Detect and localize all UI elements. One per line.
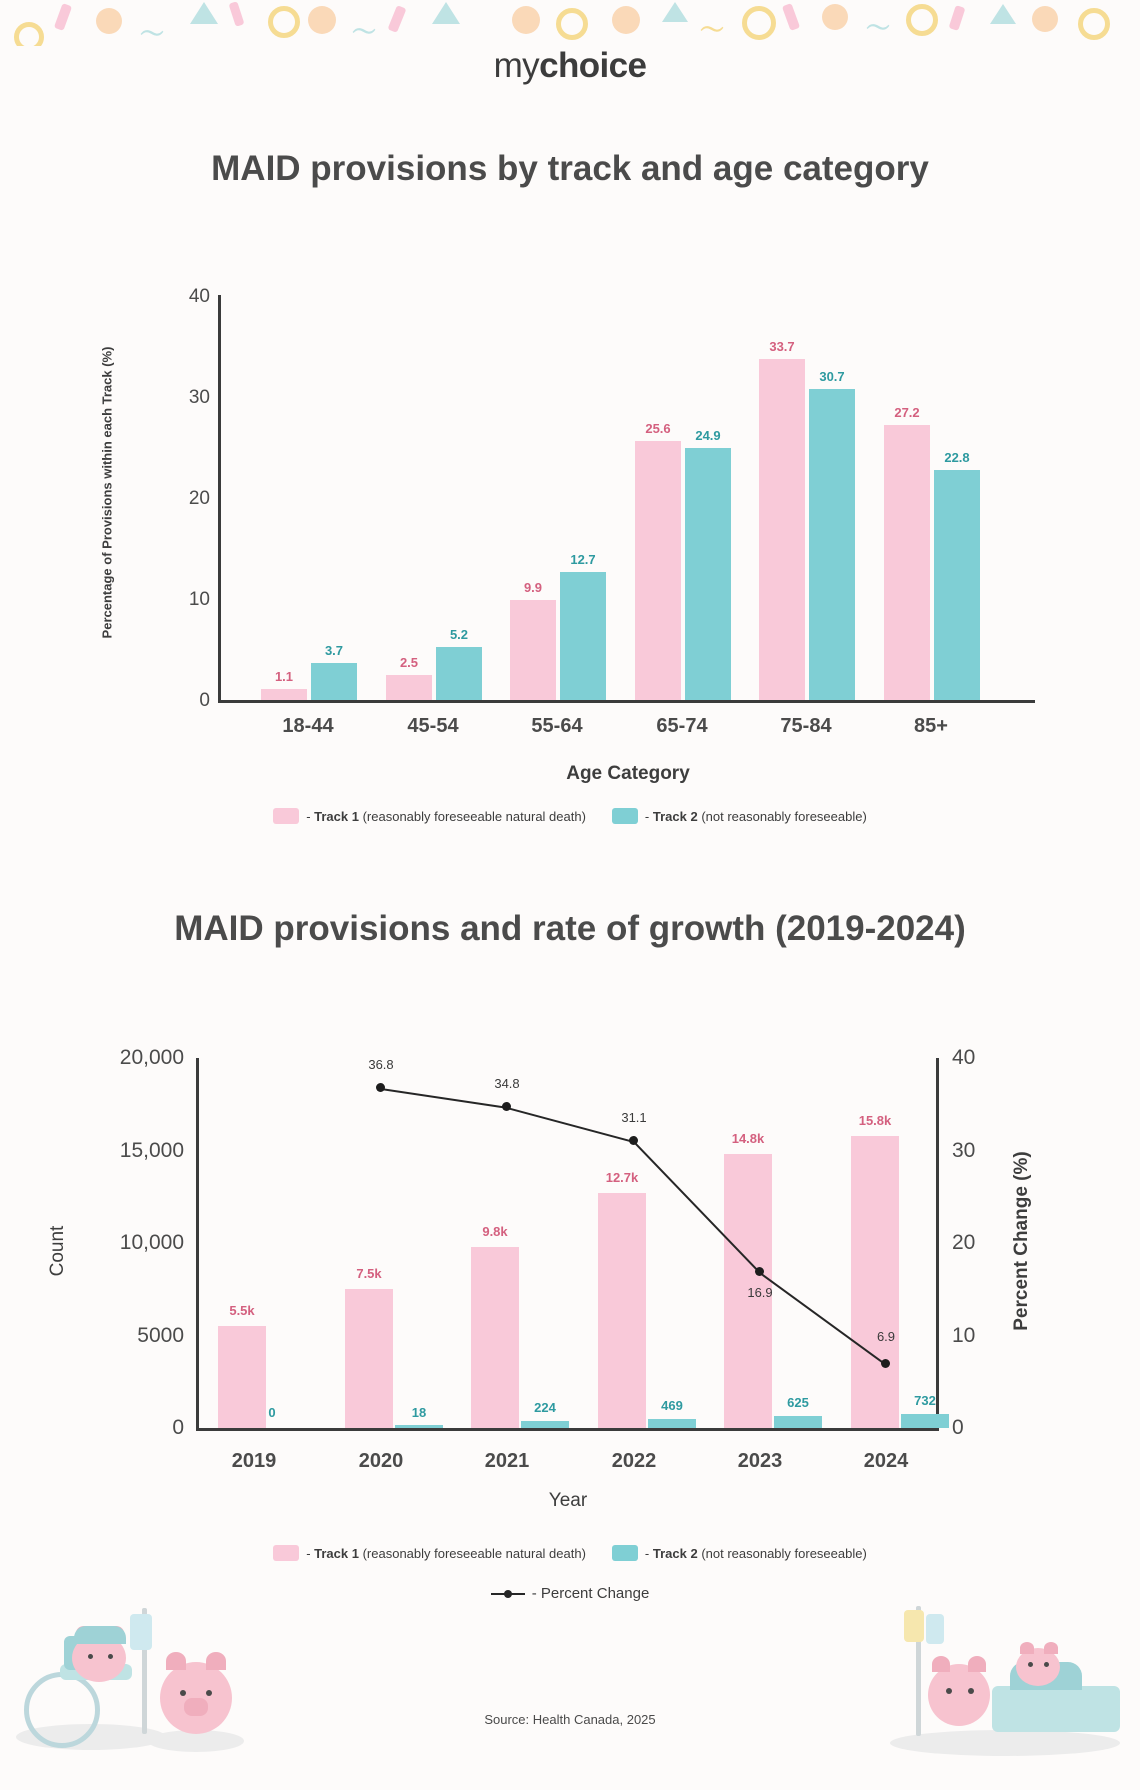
confetti-dot [612, 6, 640, 34]
pig-ear [166, 1652, 186, 1670]
pig-body [928, 1664, 990, 1726]
chart-2-bar-t2 [521, 1421, 569, 1428]
chart-2-bar-t1 [345, 1289, 393, 1428]
confetti-bar [229, 1, 245, 27]
chart-1-bar-t1 [635, 441, 681, 700]
chart-1-bar-label-t1: 9.9 [523, 580, 543, 595]
percent-change-point [376, 1083, 385, 1092]
iv-bag [904, 1610, 924, 1642]
legend-label-track-2: Track 2 [652, 1545, 698, 1561]
legend-note-track-1: (reasonably foreseeable natural death) [362, 1545, 586, 1561]
legend-item-percent-change: - Percent Change [491, 1585, 650, 1602]
confetti-squiggle: 〜 [352, 19, 376, 46]
chart-2-y-axis-right [936, 1058, 939, 1431]
pig-eye [206, 1690, 212, 1696]
iv-bag [926, 1614, 944, 1644]
chart-1-xtick: 18-44 [282, 715, 334, 737]
chart-1-xtick: 45-54 [407, 715, 459, 737]
percent-change-label: 16.9 [747, 1285, 773, 1300]
bed-rail-bar [1042, 1690, 1047, 1728]
legend-swatch-track-2 [612, 1545, 638, 1561]
legend-item-track-2: - Track 2 (not reasonably foreseeable) [612, 1545, 867, 1561]
chart-1-bar-t2 [934, 470, 980, 700]
legend-line-icon [491, 1593, 525, 1595]
chart-1-bar-label-t1: 2.5 [399, 655, 419, 670]
chart-2-xtick: 2022 [611, 1450, 657, 1472]
confetti-ring [906, 4, 938, 36]
chart-1-legend [0, 808, 1140, 824]
pig-eye [968, 1688, 974, 1694]
confetti-ring [1078, 8, 1110, 40]
chart-1-ytick: 40 [188, 286, 210, 307]
chart-1-bar-label-t1: 1.1 [274, 669, 294, 684]
chart-2-bar-label-t1: 12.7k [605, 1170, 639, 1185]
chart-2-ytick-right: 0 [952, 1416, 964, 1439]
chart-2-ytick-right: 10 [952, 1324, 976, 1347]
confetti-dot [308, 6, 336, 34]
chart-1-bar-t1 [261, 689, 307, 700]
confetti-triangle [432, 2, 460, 24]
percent-change-label: 31.1 [621, 1110, 647, 1125]
chart-1-ytick: 10 [188, 589, 210, 610]
legend-note-track-2: (not reasonably foreseeable) [701, 1545, 867, 1561]
confetti-decoration [0, 0, 1140, 46]
chart-2-ytick-left: 20,000 [119, 1046, 184, 1069]
chart-1-ytick: 0 [199, 690, 210, 711]
chart-1-bar-label-t1: 33.7 [769, 339, 795, 354]
brand-logo [0, 46, 1140, 86]
confetti-bar [387, 5, 406, 33]
chart-2-bar-label-t2: 732 [914, 1393, 936, 1408]
confetti-bar [54, 3, 72, 31]
chart-1-bar-t2 [436, 647, 482, 700]
logo-prefix: my [493, 46, 540, 85]
chart-2-xtick: 2024 [863, 1450, 909, 1472]
chart-1-ytick: 30 [188, 387, 210, 408]
legend-swatch-track-1 [273, 808, 299, 824]
percent-change-label: 36.8 [368, 1057, 394, 1072]
chart-1-bar-t1 [759, 359, 805, 700]
chart-2-legend [0, 1545, 1140, 1561]
pig-ear [1044, 1642, 1058, 1654]
bed-rail-bar [1082, 1690, 1087, 1728]
chart-1-bar-t1 [510, 600, 556, 700]
chart-2-bar-label-t1: 9.8k [482, 1224, 508, 1239]
pig-eye [180, 1690, 186, 1696]
chart-2-bar-label-t2: 0 [268, 1405, 276, 1420]
shadow [890, 1730, 1120, 1756]
chart-1-bar-t1 [884, 425, 930, 700]
logo-suffix: choice [539, 46, 647, 85]
chart-2-xtick: 2021 [484, 1450, 530, 1472]
percent-change-segment [381, 1088, 507, 1109]
confetti-squiggle: 〜 [700, 17, 724, 44]
chart-2-title: MAID provisions and rate of growth (2019-2024) [174, 909, 966, 948]
percent-change-point [502, 1102, 511, 1111]
chart-2-ytick-left: 0 [172, 1416, 184, 1439]
chart-2-bar-label-t1: 15.8k [858, 1113, 892, 1128]
confetti-triangle [990, 4, 1016, 24]
chart-1-bar-label-t1: 27.2 [894, 405, 920, 420]
chart-1-bar-t2 [560, 572, 606, 700]
legend-note-track-2: (not reasonably foreseeable) [701, 808, 867, 824]
chart-2-bar-label-t2: 469 [661, 1398, 683, 1413]
chart-2-bar-label-t1: 7.5k [356, 1266, 382, 1281]
pig-eye [88, 1654, 93, 1659]
legend-label-track-2: Track 2 [652, 808, 698, 824]
chart-1-bar-t2 [311, 663, 357, 700]
chart-2-ytick-left: 10,000 [119, 1231, 184, 1254]
chart-1-bar-t1 [386, 675, 432, 700]
chart-2-bar-label-t2: 625 [787, 1395, 809, 1410]
percent-change-point [755, 1267, 764, 1276]
confetti-squiggle: 〜 [866, 15, 890, 42]
chart-2-bar-label-t2: 18 [411, 1405, 427, 1420]
chart-2-ytick-right: 40 [952, 1046, 976, 1069]
legend-item-track-1: - Track 1 (reasonably foreseeable natural death) [273, 808, 586, 824]
confetti-ring [556, 8, 588, 40]
chart-2-bar-label-t1: 14.8k [731, 1131, 765, 1146]
illustration-wheelchair-pig [10, 1600, 250, 1760]
pig-eye [946, 1688, 952, 1694]
legend-label-percent-change: Percent Change [540, 1585, 650, 1602]
legend-item-track-2: - Track 2 (not reasonably foreseeable) [612, 808, 867, 824]
percent-change-label: 6.9 [876, 1329, 896, 1344]
pig-eye [108, 1654, 113, 1659]
percent-change-label: 34.8 [494, 1076, 520, 1091]
pig-ear [1020, 1642, 1034, 1654]
chart-1-y-axis [218, 295, 221, 703]
chart-2-bar-t1 [598, 1193, 646, 1428]
chart-1-xtick: 55-64 [531, 715, 583, 737]
confetti-ring [742, 6, 776, 40]
chart-2-bar-t1 [471, 1247, 519, 1428]
chart-1-xtick: 65-74 [656, 715, 708, 737]
bed-rail-bar [1102, 1690, 1107, 1728]
legend-swatch-track-1 [273, 1545, 299, 1561]
pig-cap [74, 1626, 126, 1644]
chart-2-y-axis-label: Count [47, 1225, 68, 1277]
confetti-ring [268, 6, 300, 38]
chart-2-ytick-right: 20 [952, 1231, 976, 1254]
chart-1-bar-t2 [809, 389, 855, 700]
chart-2-bar-label-t2: 224 [534, 1400, 556, 1415]
chart-2-x-axis-label: Year [548, 1490, 588, 1511]
confetti-triangle [662, 2, 688, 22]
chart-1-x-axis [218, 700, 1035, 703]
confetti-triangle [190, 2, 218, 24]
chart-1-bar-label-t1: 25.6 [645, 421, 671, 436]
confetti-dot [96, 8, 122, 34]
chart-1-bar-label-t2: 5.2 [449, 627, 469, 642]
chart-1-bar-label-t2: 3.7 [324, 643, 344, 658]
pig-ear [968, 1656, 986, 1672]
chart-2-bar-t2 [648, 1419, 696, 1428]
legend-swatch-track-2 [612, 808, 638, 824]
legend-note-track-1: (reasonably foreseeable natural death) [362, 808, 586, 824]
pig-eye [1044, 1662, 1049, 1667]
confetti-squiggle: 〜 [140, 21, 164, 46]
illustration-hospital-bed-pig [880, 1590, 1130, 1770]
chart-1-y-axis-label: Percentage of Provisions within each Track (%) [99, 346, 115, 639]
pig-ear [932, 1656, 950, 1672]
chart-2-xtick: 2019 [231, 1450, 277, 1472]
chart-1-bar-t2 [685, 448, 731, 700]
bed-rail [996, 1690, 1116, 1696]
chart-2-bar-t2 [395, 1425, 443, 1428]
chart-1-bar-label-t2: 30.7 [819, 369, 845, 384]
chart-2-y-axis-label-right: Percent Change (%) [1011, 1151, 1032, 1331]
chart-1-xtick: 75-84 [780, 715, 832, 737]
chart-1-bar-label-t2: 22.8 [944, 450, 970, 465]
confetti-bar [782, 3, 800, 31]
confetti-ring [14, 22, 44, 46]
chart-1-title: MAID provisions by track and age category [211, 149, 929, 188]
legend-label-track-1: Track 1 [314, 1545, 359, 1561]
iv-bag [130, 1614, 152, 1650]
chart-2-xtick: 2023 [737, 1450, 783, 1472]
legend-item-track-1: - Track 1 (reasonably foreseeable natural death) [273, 1545, 586, 1561]
wheelchair-wheel [24, 1672, 100, 1748]
bed-rail-bar [1062, 1690, 1067, 1728]
bed-rail-bar [1022, 1690, 1027, 1728]
chart-1-x-axis-label: Age Category [566, 763, 690, 784]
chart-1-bar-label-t2: 24.9 [695, 428, 721, 443]
percent-change-point [881, 1359, 890, 1368]
chart-2-bar-t2 [901, 1414, 949, 1428]
chart-2-bar-label-t1: 5.5k [229, 1303, 255, 1318]
confetti-dot [1032, 6, 1058, 32]
confetti-dot [512, 6, 540, 34]
legend-label-track-1: Track 1 [314, 808, 359, 824]
chart-1-ytick: 20 [188, 488, 210, 509]
chart-2-ytick-left: 15,000 [119, 1139, 184, 1162]
chart-1-xtick: 85+ [914, 715, 948, 737]
chart-2-bar-t1 [851, 1136, 899, 1428]
confetti-bar [949, 5, 966, 31]
chart-2-ytick-left: 5000 [137, 1324, 184, 1347]
percent-change-point [629, 1136, 638, 1145]
pig-snout [184, 1698, 208, 1716]
chart-2-y-axis-left [196, 1058, 199, 1431]
pig-ear [206, 1652, 226, 1670]
chart-2-ytick-right: 30 [952, 1139, 976, 1162]
source-note: Source: Health Canada, 2025 [484, 1712, 656, 1727]
chart-2-xtick: 2020 [358, 1450, 404, 1472]
chart-1-bar-label-t2: 12.7 [570, 552, 596, 567]
pig-eye [1028, 1662, 1033, 1667]
bed-rail-bar [1002, 1690, 1007, 1728]
chart-2-bar-t2 [774, 1416, 822, 1428]
confetti-dot [822, 4, 848, 30]
chart-2-x-axis [196, 1428, 939, 1431]
